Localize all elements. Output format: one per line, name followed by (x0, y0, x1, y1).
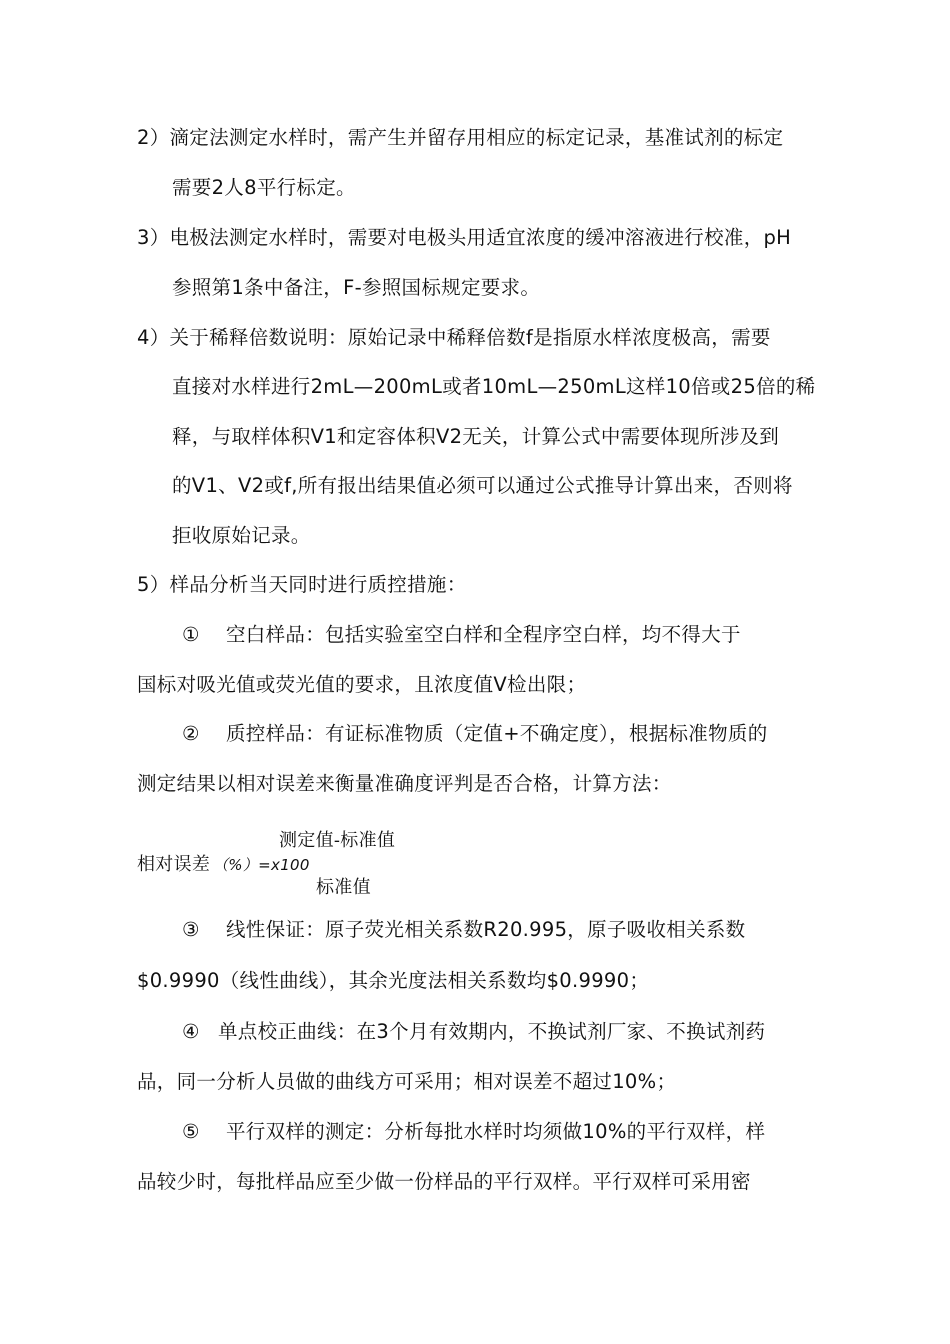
item-marker: ① (182, 623, 200, 646)
list-item (182, 622, 741, 648)
paragraph-line: 需要2人8平行标定。 (172, 176, 356, 199)
paragraph-line: 品，同一分析人员做的曲线方可采用；相对误差不超过10%； (137, 1070, 677, 1093)
item-marker: ③ (182, 918, 200, 941)
formula-denominator: 标准值 (316, 877, 371, 898)
paragraph-line: 国标对吸光值或荧光值的要求，且浓度值V检出限； (137, 673, 587, 696)
formula-operator: （%）=x100 (213, 856, 310, 874)
list-item (182, 917, 745, 943)
paragraph-line: $0.9990（线性曲线），其余光度法相关系数均$0.9990； (137, 969, 650, 992)
paragraph-line: 释，与取样体积V1和定容体积V2无关，计算公式中需要体现所涉及到 (172, 425, 780, 448)
list-item (182, 721, 768, 747)
item-marker: ② (182, 722, 200, 745)
paragraph-line: 品较少时，每批样品应至少做一份样品的平行双样。平行双样可采用密 (137, 1170, 751, 1193)
list-item (182, 1019, 765, 1045)
paragraph-line: 2）滴定法测定水样时，需产生并留存用相应的标定记录，基准试剂的标定 (137, 126, 784, 149)
item-text: 平行双样的测定：分析每批水样时均须做10%的平行双样，样 (226, 1120, 766, 1143)
item-marker: ⑤ (182, 1120, 200, 1143)
paragraph-line: 的V1、V2或f,所有报出结果值必须可以通过公式推导计算出来，否则将 (172, 474, 793, 497)
paragraph-line: 5）样品分析当天同时进行质控措施： (137, 573, 467, 596)
paragraph-line: 拒收原始记录。 (172, 524, 311, 547)
paragraph-line: 直接对水样进行2mL—200mL或者10mL—250mL这样10倍或25倍的稀 (172, 375, 816, 398)
paragraph-line: 4）关于稀释倍数说明：原始记录中稀释倍数f是指原水样浓度极高，需要 (137, 326, 771, 349)
item-text: 空白样品：包括实验室空白样和全程序空白样，均不得大于 (226, 623, 741, 646)
list-item (182, 1119, 765, 1145)
paragraph-line: 参照第1条中备注，F-参照国标规定要求。 (172, 276, 541, 299)
formula-label: 相对误差 (137, 854, 211, 875)
item-text: 单点校正曲线：在3个月有效期内，不换试剂厂家、不换试剂药 (218, 1020, 766, 1043)
item-text: 线性保证：原子荧光相关系数R20.995，原子吸收相关系数 (226, 918, 746, 941)
paragraph-line: 测定结果以相对误差来衡量准确度评判是否合格，计算方法： (137, 772, 672, 795)
item-text: 质控样品：有证标准物质（定值+不确定度），根据标准物质的 (226, 722, 768, 745)
item-marker: ④ (182, 1020, 200, 1043)
formula-numerator: 测定值-标准值 (279, 830, 396, 851)
paragraph-line: 3）电极法测定水样时，需要对电极头用适宜浓度的缓冲溶液进行校准，pH (137, 226, 792, 249)
